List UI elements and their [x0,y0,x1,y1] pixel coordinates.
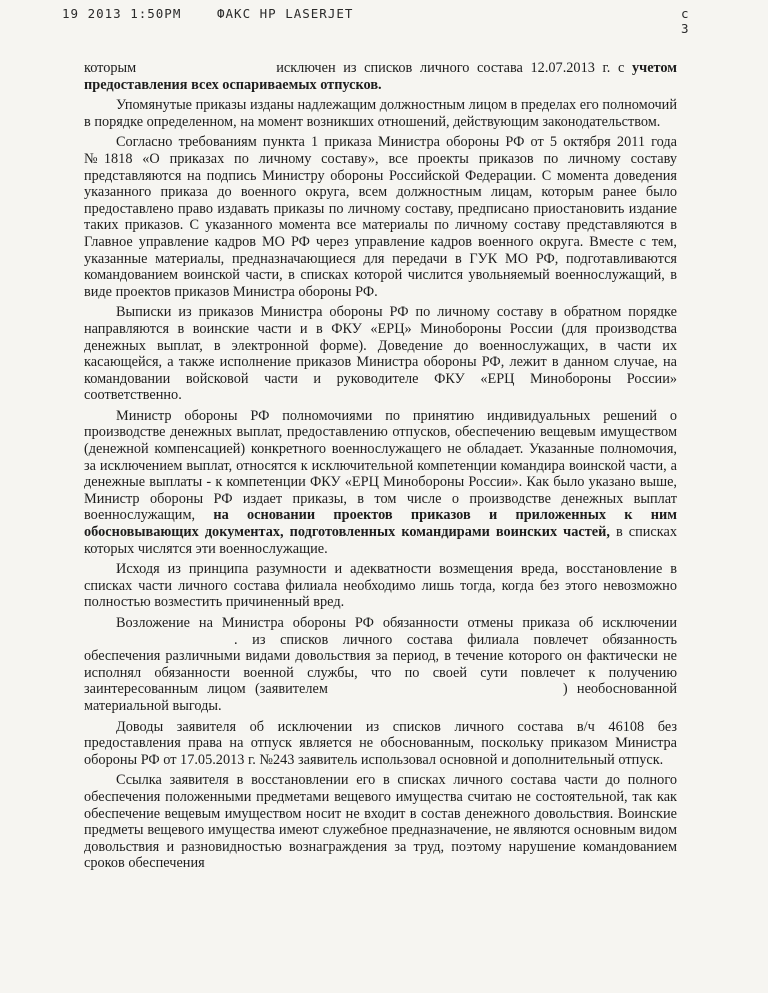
paragraph-7-text-c: ) необоснованной материальной выгоды. [84,681,677,714]
paragraph-3: Согласно требованиям пункта 1 приказа Министра обороны РФ от 5 октября 2011 года №1818 «О приказах по личному составу», все проекты приказов по личному составу представляются на подпись Министру обороны Российской Федерации. С момента доведения указанного приказа до военного округа, всем должностным лицам, которым ранее было предоставлено право издавать приказы по личному составу, предписано приостановить издание таких приказов. С указанного момента все материалы по личному составу представляются в Главное управление кадров МО РФ через управление кадров военного округа. Вместе с тем, указанные материалы, предназначающиеся для передачи в ГУК МО РФ, подготавливаются командованием воинской части, в списках которой числится увольняемый военнослужащий, в виде проектов приказов Министра обороны РФ. [84,134,677,300]
paragraph-5-bold: на основании проектов приказов и приложенных к ним обосновывающих документах, подготовленных командирами воинских частей, [84,507,677,541]
paragraph-1-text-b: исключен из списков личного состава 12.07.2013 г. с [276,60,625,76]
fax-page-number: с 3 [681,6,690,36]
fax-sender: ФАКС HP LASERJET [217,6,354,21]
paragraph-6: Исходя из принципа разумности и адекватности возмещения вреда, восстановление в списках части личного состава филиала необходимо лишь тогда, когда без этого невозможно полностью возместить причиненный вред. [84,561,677,611]
fax-header [62,6,702,36]
paragraph-7-text-a: Возложение на Министра обороны РФ обязанности отмены приказа об исключении [116,615,677,631]
paragraph-9: Ссылка заявителя в восстановлении его в списках личного состава части до полного обеспечения положенными предметами вещевого имущества считаю не состоятельной, так как обеспечение вещевым имуществом носит не входит в состав денежного довольствия. Воинские предметы вещевого имущества имеют служебное предназначение, не являются основным видом довольствия и разновидностью вознаграждения за труд, поэтому нарушение командованием сроков обеспечения [84,772,677,872]
paragraph-5-text-a: Министр обороны РФ полномочиями по принятию индивидуальных решений о производстве денежных выплат, предоставлению отпусков, обеспечению вещевым имуществом (денежной компенсацией) конкретного военнослужащего не обладает. Указанные полномочия, за исключением выплат, относятся к исключительной компетенции командира воинской части, а денежные выплаты - к компетенции ФКУ «ЕРЦ Минобороны России». Как было указано выше, Министр обороны РФ издает приказы, в том числе о производстве денежных выплат военнослужащим, [84,407,677,524]
document-body [84,60,677,876]
paragraph-5 [84,408,677,557]
paragraph-7-text-b: . из списков личного состава филиала повлечет обязанность обеспечения различными видами довольствия за период, в течение которого он фактически не исполнял обязанности военной службы, что по своей сути повлечет к получению заинтересованным лицом (заявителем [84,631,677,698]
fax-date-time: 19 2013 1:50PM [62,6,182,21]
paragraph-1-bold: учетом предоставления всех оспариваемых отпусков. [84,60,677,93]
paragraph-1 [84,60,677,93]
paragraph-4: Выписки из приказов Министра обороны РФ по личному составу в обратном порядке направляются в воинские части и в ФКУ «ЕРЦ» Минобороны России (для производства денежных выплат, в электронной форме). Доведение до военнослужащих, в части их касающейся, а также исполнение приказов Министра обороны РФ, лежит в данном случае, на командовании войсковой части и руководителе ФКУ «ЕРЦ Минобороны России» соответственно. [84,304,677,404]
paragraph-8: Доводы заявителя об исключении из списков личного состава в/ч 46108 без предоставления права на отпуск является не обоснованным, поскольку приказом Министра обороны РФ от 17.05.2013 г. №243 заявитель использовал основной и дополнительный отпуск. [84,718,677,768]
paragraph-2: Упомянутые приказы изданы надлежащим должностным лицом в пределах его полномочий в порядке определенном, на момент возникших отношений, действующим законодательством. [84,97,677,130]
paragraph-7 [84,615,677,715]
paragraph-1-text-a: которым [84,60,137,76]
paragraph-5-text-b: в списках которых числятся эти военнослужащие. [84,524,677,557]
